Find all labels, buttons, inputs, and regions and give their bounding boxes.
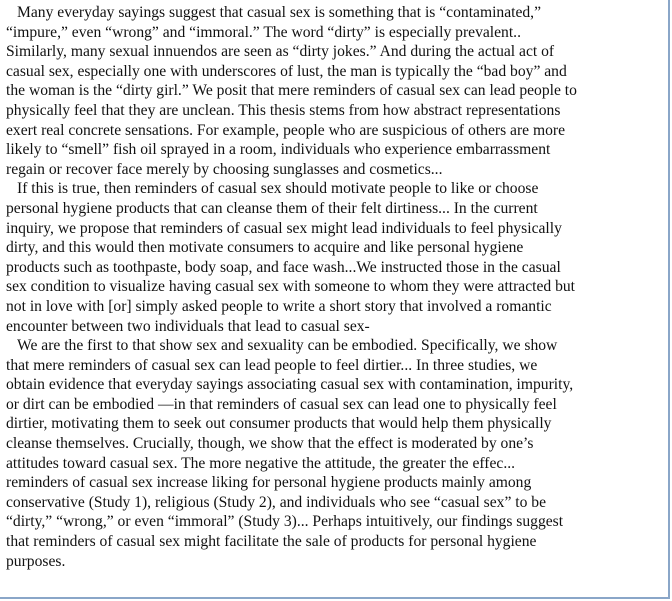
paragraph-1-line-6: physically feel that they are unclean. This thesis stems from how abstract representations (6, 101, 561, 119)
paragraph-3-line-9: conservative (Study 1), religious (Study 2), and individuals who see “casual sex” to be (6, 493, 547, 511)
paragraph-1-line-3: Similarly, many sexual innuendos are seen as “dirty jokes.” And during the actual act of (6, 43, 555, 61)
paragraph-3-line-6: cleanse themselves. Crucially, though, we show that the effect is moderated by one’s (6, 435, 534, 453)
paragraph-3-line-2: that mere reminders of casual sex can lead people to feel dirtier... In three studies, we (6, 356, 538, 374)
paragraph-1-line-1: Many everyday sayings suggest that casual sex is something that is “contaminated,” (17, 4, 541, 21)
paragraph-2-line-5: products such as toothpaste, body soap, and face wash...We instructed those in the casual (6, 258, 561, 276)
paragraph-2-line-8: encounter between two individuals that lead to casual sex- (6, 317, 370, 335)
paragraph-2-line-1: If this is true, then reminders of casual sex should motivate people to like or choose (17, 180, 539, 198)
paragraph-1-line-9: regain or recover face merely by choosing sunglasses and cosmetics... (6, 160, 443, 178)
paragraph-3-line-3: obtain evidence that everyday sayings associating casual sex with contamination, impurity, (6, 376, 574, 394)
paragraph-3-line-11: that reminders of casual sex might facilitate the sale of products for personal hygiene (6, 533, 537, 551)
paragraph-3-line-1: We are the first to that show sex and sexuality can be embodied. Specifically, we show (17, 337, 558, 355)
paragraph-2-line-4: dirty, and this would then motivate consumers to acquire and like personal hygiene (6, 239, 524, 257)
paragraph-3-line-10: “dirty,” “wrong,” or even “immoral” (Study 3)... Perhaps intuitively, our findings suggest (6, 513, 564, 531)
document-text (6, 3, 668, 571)
paragraph-1-line-8: likely to “smell” fish oil sprayed in a room, individuals who experience embarrassment (6, 141, 551, 159)
paragraph-3-line-5: dirtier, motivating them to seek out consumer products that would help them physically (6, 415, 552, 433)
paragraph-2-line-2: personal hygiene products that can cleanse them of their felt dirtiness... In the current (6, 199, 538, 217)
paragraph-2-line-6: sex condition to visualize having casual sex with someone to whom they were attracted but (6, 278, 576, 296)
paragraph-2-line-7: not in love with [or] simply asked people to write a short story that involved a romantic (6, 297, 552, 315)
paragraph-3-line-8: reminders of casual sex increase liking for personal hygiene products mainly among (6, 474, 532, 492)
paragraph-2-line-3: inquiry, we propose that reminders of casual sex might lead individuals to feel physically (6, 219, 562, 237)
paragraph-1-line-2: “impure,” even “wrong” and “immoral.” The word “dirty” is especially prevalent.. (6, 23, 521, 41)
paragraph-1-line-7: exert real concrete sensations. For example, people who are suspicious of others are more (6, 121, 566, 139)
paragraph-1-line-4: casual sex, especially one with underscores of lust, the man is typically the “bad boy” and (6, 62, 567, 80)
paragraph-3-line-4: or dirt can be embodied —in that reminders of casual sex can lead one to physically feel (6, 395, 557, 413)
paragraph-1-line-5: the woman is the “dirty girl.” We posit that mere reminders of casual sex can lead people to (6, 82, 577, 100)
paragraph-3-line-7: attitudes toward casual sex. The more negative the attitude, the greater the effec... (6, 454, 516, 472)
paragraph-3-line-12: purposes. (6, 552, 66, 570)
